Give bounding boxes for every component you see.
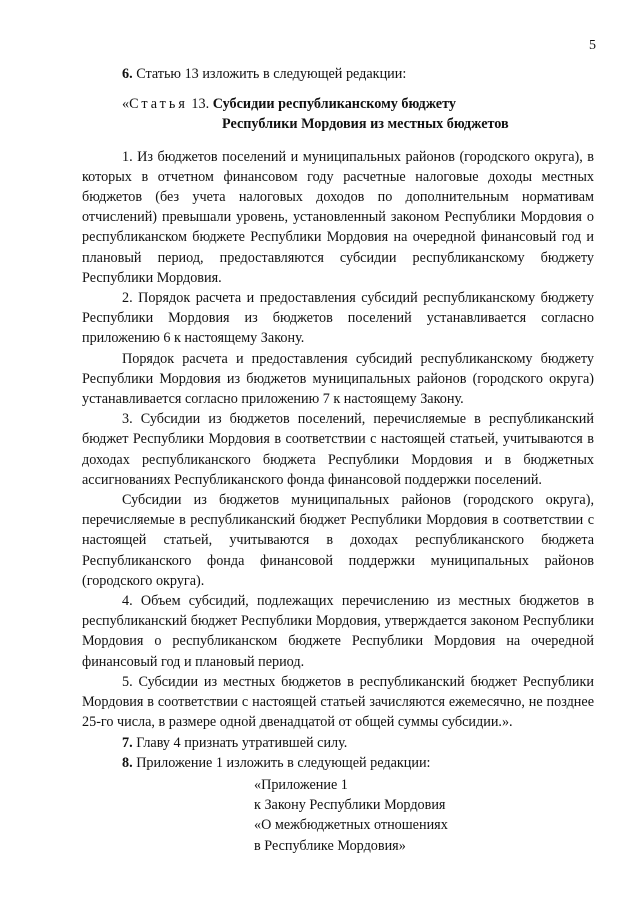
item-8 [82, 753, 594, 773]
item-number: 7. [122, 734, 133, 751]
paragraph-3: 3. Субсидии из бюджетов поселений, перечисляемые в республиканский бюджет Республики Мордовия в соответствии с настоящей статьей, учитываются в доходах республиканского бюджета Республики Мордовия и в бюджетных ассигнованиях Республиканского фонда финансовой поддержки поселений. [82, 411, 594, 488]
paragraph-2: 2. Порядок расчета и предоставления субсидий республиканскому бюджету Республики Мордовия из бюджетов поселений устанавливается согласно приложению 6 к настоящему Закону. [82, 290, 594, 347]
attachment-line: в Республике Мордовия» [254, 837, 406, 854]
item-text: Главу 4 признать утратившей силу. [132, 734, 348, 751]
page-number: 5 [589, 38, 596, 53]
article-title-line1: Субсидии республиканскому бюджету [209, 96, 456, 113]
attachment-line: «О межбюджетных отношениях [254, 817, 448, 834]
item-text: Статью 13 изложить в следующей редакции: [132, 66, 407, 82]
article-title-line2: Республики Мордовия из местных бюджетов [222, 116, 509, 133]
article-heading [82, 94, 594, 134]
paragraph-2-continued: Порядок расчета и предоставления субсидий республиканскому бюджету Республики Мордовия из бюджетов муниципальных районов (городского округа) устанавливается согласно приложению 7 к настоящему Закону. [82, 350, 594, 408]
attachment-line: «Приложение 1 [254, 776, 348, 793]
article-number: 13. [187, 96, 210, 113]
item-number: 6. [122, 66, 133, 82]
paragraph-3-continued: Субсидии из бюджетов муниципальных районов (городского округа), перечисляемые в республиканский бюджет Республики Мордовия в соответствии с настоящей статьей, учитываются в доходах республиканского бюджета Республиканского фонда финансовой поддержки муниципальных районов (городского округа). [82, 492, 594, 589]
attachment-line: к Закону Республики Мордовия [254, 797, 446, 814]
item-7 [82, 733, 594, 753]
item-6 [82, 64, 594, 84]
item-number: 8. [122, 754, 133, 771]
item-text: Приложение 1 изложить в следующей редакции: [132, 754, 431, 771]
document-body [82, 64, 594, 856]
paragraph-4: 4. Объем субсидий, подлежащих перечислению из местных бюджетов в республиканский бюджет Республики Мордовия, утверждается законом Республики Мордовия о республиканском бюджете Республики Мордовия на очередной финансовый год и плановый период. [82, 593, 594, 670]
article-word: Статья [129, 96, 188, 113]
paragraph-5: 5. Субсидии из местных бюджетов в республиканский бюджет Республики Мордовия в соответствии с настоящей статьей зачисляются ежемесячно, не позднее 25-го числа, в размере одной двенадцатой от общей суммы субсидии.». [82, 673, 594, 731]
paragraph-1: 1. Из бюджетов поселений и муниципальных районов (городского округа), в которых в отчетном финансовом году расчетные налоговые доходы местных бюджетов (без учета налоговых доходов по дополнительным нормативам отчислений) превышали уровень, установленный законом Республики Мордовия о республиканском бюджете Республики Мордовия на очередной финансовый год и плановый период, предоставляются субсидии республиканскому бюджету Республики Мордовия. [82, 148, 594, 286]
open-quote: « [122, 96, 130, 113]
attachment-heading [82, 775, 594, 856]
